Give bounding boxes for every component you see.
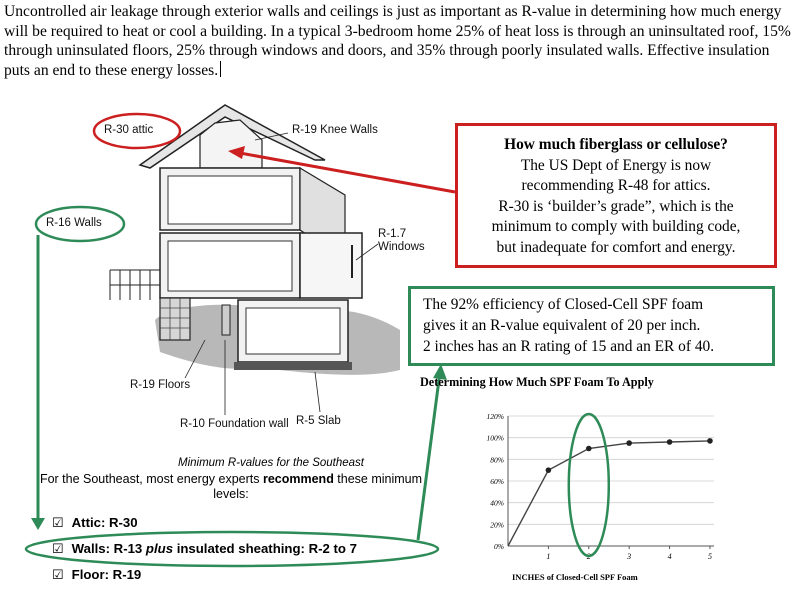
spf-callout-box bbox=[408, 286, 775, 366]
doe-line: The US Dept of Energy is now bbox=[520, 156, 712, 174]
doe-line: recommending R-48 for attics. bbox=[521, 177, 711, 194]
y-tick-label: 40% bbox=[490, 498, 504, 508]
checkbox-icon: ☑ bbox=[52, 567, 64, 582]
upper-room bbox=[168, 176, 292, 224]
min-item-floor bbox=[52, 567, 141, 583]
min-item-text: Floor: R-19 bbox=[71, 567, 142, 582]
x-tick-label: 4 bbox=[667, 552, 672, 561]
x-tick-label: 3 bbox=[627, 552, 632, 561]
y-tick-label: 0% bbox=[494, 542, 504, 551]
label-attic: R-30 attic bbox=[104, 124, 154, 136]
highlight-ellipse bbox=[569, 414, 609, 556]
data-point bbox=[546, 467, 552, 473]
spf-line: 2 inches has an R rating of 15 and an ER of 40. bbox=[423, 338, 715, 355]
x-tick-label: 5 bbox=[707, 552, 712, 561]
y-tick-label: 100% bbox=[486, 433, 504, 443]
label-slab: R-5 Slab bbox=[296, 415, 341, 427]
intro-post: these minimum levels: bbox=[213, 472, 423, 501]
green-arrow-head bbox=[31, 518, 45, 530]
chart-title: Determining How Much SPF Foam To Apply bbox=[420, 375, 654, 389]
doe-line: minimum to comply with building code, bbox=[491, 218, 741, 235]
intro-pre: For the Southeast, most energy experts bbox=[39, 472, 263, 486]
min-item-text-post: insulated sheathing: R-2 to 7 bbox=[173, 541, 357, 556]
green-arrow-line bbox=[418, 372, 440, 540]
doe-heading: How much fiberglass or cellulose? bbox=[504, 136, 728, 153]
middle-room bbox=[168, 241, 292, 291]
intro-text: Uncontrolled air leakage through exterior walls and ceilings is just as important as R-value in determining how much energy will be required to heat or cool a building. In a typical 3-bedroom home 25% of heat loss is through an uninsultated roof, 15% through uninsulated floors, 25% through windows and doors, and 35% through poorly insulated walls. Effective insulation puts an end to these energy losses. bbox=[4, 3, 791, 79]
min-item-text: Walls: R-13 bbox=[71, 541, 146, 556]
label-foundation: R-10 Foundation wall bbox=[180, 418, 289, 430]
label-knee-walls: R-19 Knee Walls bbox=[292, 124, 378, 136]
data-point bbox=[667, 439, 673, 445]
leader-slab bbox=[315, 372, 320, 412]
y-tick-label: 120% bbox=[486, 412, 504, 421]
slab-room-inner bbox=[246, 308, 340, 354]
chart-xlabel: INCHES of Closed-Cell SPF Foam bbox=[512, 572, 638, 582]
min-item-text: Attic: R-30 bbox=[71, 515, 138, 530]
data-point bbox=[707, 438, 713, 444]
checkbox-icon: ☑ bbox=[52, 541, 64, 556]
foundation-block bbox=[160, 298, 190, 340]
porch-railing bbox=[110, 270, 160, 300]
min-item-walls bbox=[52, 541, 357, 557]
spf-line: The 92% efficiency of Closed-Cell SPF foam bbox=[423, 296, 704, 313]
intro-bold: recommend bbox=[262, 472, 334, 486]
data-point bbox=[626, 440, 632, 446]
minimums-title: Minimum R-values for the Southeast bbox=[178, 457, 364, 469]
min-item-attic bbox=[52, 515, 138, 531]
doe-callout-box bbox=[455, 123, 777, 268]
doe-line: R-30 is ‘builder’s grade”, which is the bbox=[498, 197, 734, 215]
y-tick-label: 60% bbox=[490, 477, 504, 486]
label-floors: R-19 Floors bbox=[130, 379, 191, 391]
y-tick-label: 80% bbox=[490, 455, 504, 465]
data-point bbox=[586, 446, 592, 452]
spf-line: gives it an R-value equivalent of 20 per inch. bbox=[423, 317, 701, 334]
slab bbox=[234, 362, 352, 370]
minimums-intro bbox=[36, 472, 426, 502]
x-tick-label: 2 bbox=[586, 552, 591, 561]
label-windows-r: R-1.7 bbox=[378, 228, 407, 240]
spf-chart bbox=[470, 408, 720, 568]
checkbox-icon: ☑ bbox=[52, 515, 64, 530]
doe-line: but inadequate for comfort and energy. bbox=[496, 238, 736, 256]
x-tick-label: 1 bbox=[546, 552, 551, 561]
label-walls: R-16 Walls bbox=[46, 217, 102, 229]
label-windows: Windows bbox=[378, 241, 425, 253]
min-item-italic: plus bbox=[145, 541, 174, 556]
support-post bbox=[222, 305, 230, 335]
y-tick-label: 20% bbox=[490, 520, 504, 530]
